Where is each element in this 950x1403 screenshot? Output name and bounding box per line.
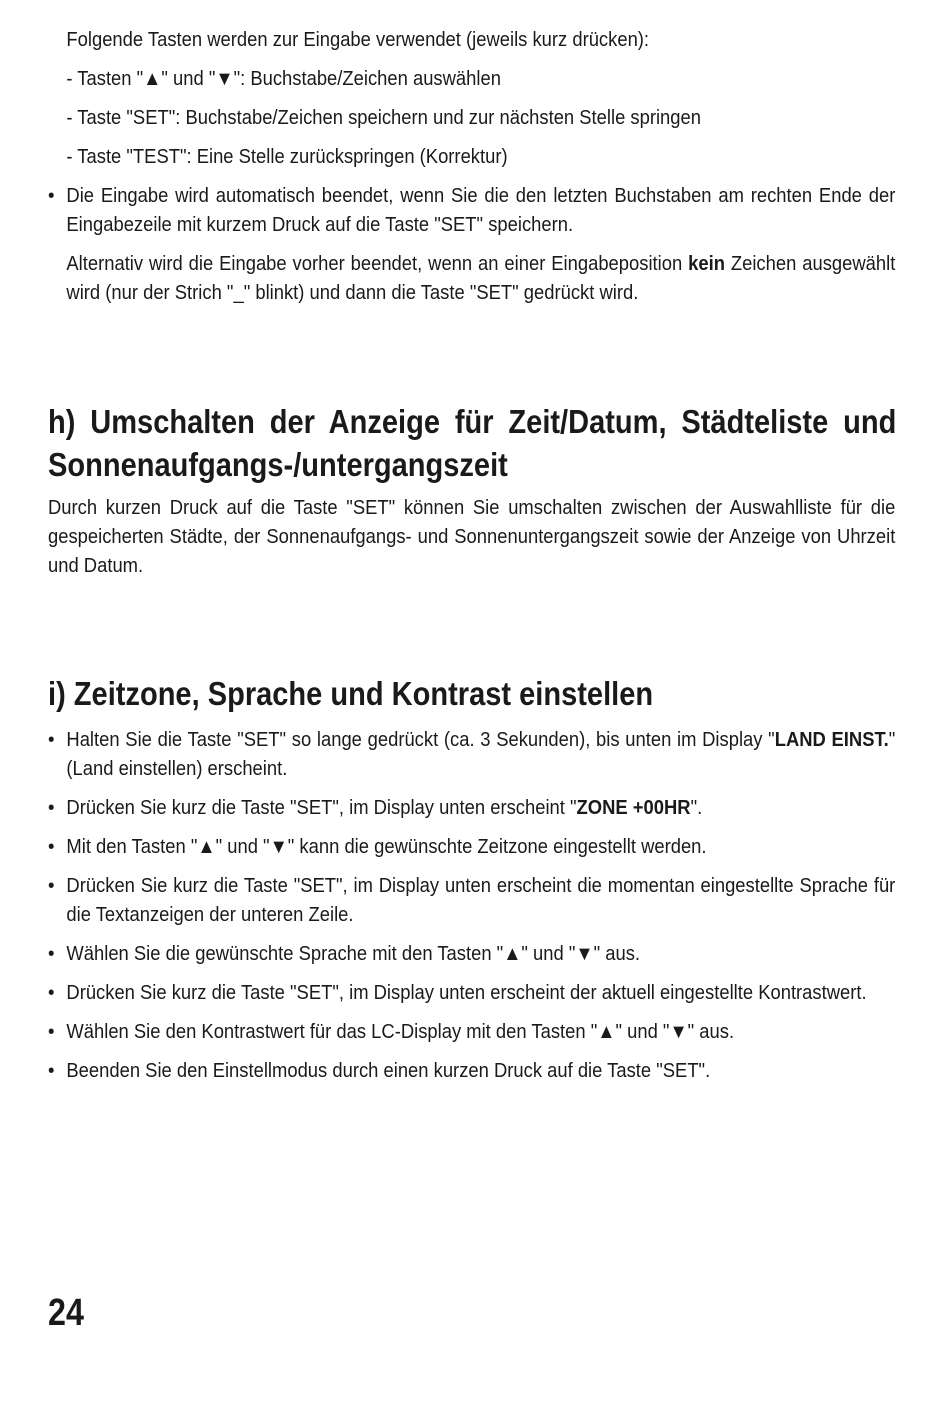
display-text-land: LAND EINST. bbox=[774, 729, 889, 751]
bullet: • bbox=[48, 797, 55, 819]
bullet: • bbox=[48, 185, 55, 207]
list-item bbox=[48, 726, 895, 784]
intro-line-set: - Taste "SET": Buchstabe/Zeichen speichern und zur nächsten Stelle springen bbox=[66, 107, 701, 129]
bullet: • bbox=[48, 1021, 55, 1043]
list-item-text: Drücken Sie kurz die Taste "SET", im Display unten erscheint " bbox=[66, 797, 577, 819]
intro-block bbox=[48, 26, 896, 308]
bullet: • bbox=[48, 1060, 55, 1082]
list-item bbox=[48, 940, 895, 969]
section-h-text: Durch kurzen Druck auf die Taste "SET" können Sie umschalten zwischen der Auswahlliste für die gespeicherten Städte, der Sonnenaufgangs- und Sonnenuntergangszeit sowie der Anzeige von Uhrzeit und Datum. bbox=[48, 497, 896, 577]
list-item bbox=[48, 979, 895, 1008]
list-item bbox=[48, 1018, 895, 1047]
section-h bbox=[48, 400, 896, 581]
page-number: 24 bbox=[48, 1292, 84, 1334]
section-i bbox=[48, 672, 896, 1086]
list-item-text: Halten Sie die Taste "SET" so lange gedrückt (ca. 3 Sekunden), bis unten im Display " bbox=[66, 729, 775, 751]
intro-line: Folgende Tasten werden zur Eingabe verwendet (jeweils kurz drücken): bbox=[66, 29, 650, 51]
list-item bbox=[48, 872, 895, 930]
bullet: • bbox=[48, 729, 55, 751]
section-i-heading: i) Zeitzone, Sprache und Kontrast einstellen bbox=[48, 675, 654, 712]
bullet: • bbox=[48, 836, 55, 858]
bullet: • bbox=[48, 875, 55, 897]
list-item bbox=[48, 833, 895, 862]
list-item-text: Mit den Tasten "▲" und "▼" kann die gewünschte Zeitzone eingestellt werden. bbox=[66, 836, 707, 858]
alt-bold: kein bbox=[688, 253, 725, 275]
list-item-text: Drücken Sie kurz die Taste "SET", im Display unten erscheint der aktuell eingestellte Kontrastwert. bbox=[66, 982, 867, 1004]
list-item bbox=[48, 794, 895, 823]
list-item-text: Drücken Sie kurz die Taste "SET", im Display unten erscheint die momentan eingestellte Sprache für die Textanzeigen der unteren Zeile. bbox=[66, 875, 896, 926]
section-i-list bbox=[48, 726, 896, 1086]
list-item-text: Beenden Sie den Einstellmodus durch einen kurzen Druck auf die Taste "SET". bbox=[66, 1060, 711, 1082]
intro-line-arrows: - Tasten "▲" und "▼": Buchstabe/Zeichen auswählen bbox=[66, 68, 501, 90]
alt-text-1: Alternativ wird die Eingabe vorher beendet, wenn an einer Eingabeposition bbox=[66, 253, 689, 275]
display-text-zone: ZONE +00HR bbox=[576, 797, 691, 819]
list-item bbox=[48, 182, 895, 240]
section-h-heading: h) Umschalten der Anzeige für Zeit/Datum, Städteliste und Sonnenaufgangs-/untergangszeit bbox=[48, 403, 897, 483]
bullet: • bbox=[48, 982, 55, 1004]
list-item-text: " (Land einstellen) erscheint. bbox=[66, 729, 896, 780]
list-item-text: Wählen Sie den Kontrastwert für das LC-Display mit den Tasten "▲" und "▼" aus. bbox=[66, 1021, 735, 1043]
alt-text-2: Zeichen ausgewählt wird (nur der Strich "_" blinkt) und dann die Taste "SET" gedrückt wird. bbox=[66, 253, 896, 304]
list-item-text: ". bbox=[690, 797, 703, 819]
bullet: • bbox=[48, 943, 55, 965]
list-item-text: Wählen Sie die gewünschte Sprache mit den Tasten "▲" und "▼" aus. bbox=[66, 943, 641, 965]
list-item-text: Die Eingabe wird automatisch beendet, wenn Sie die den letzten Buchstaben am rechten Ende der Eingabezeile mit kurzem Druck auf die Taste "SET" speichern. bbox=[66, 185, 896, 236]
alternative-paragraph bbox=[48, 250, 895, 308]
intro-line-test: - Taste "TEST": Eine Stelle zurückspringen (Korrektur) bbox=[66, 146, 508, 168]
list-item bbox=[48, 1057, 895, 1086]
